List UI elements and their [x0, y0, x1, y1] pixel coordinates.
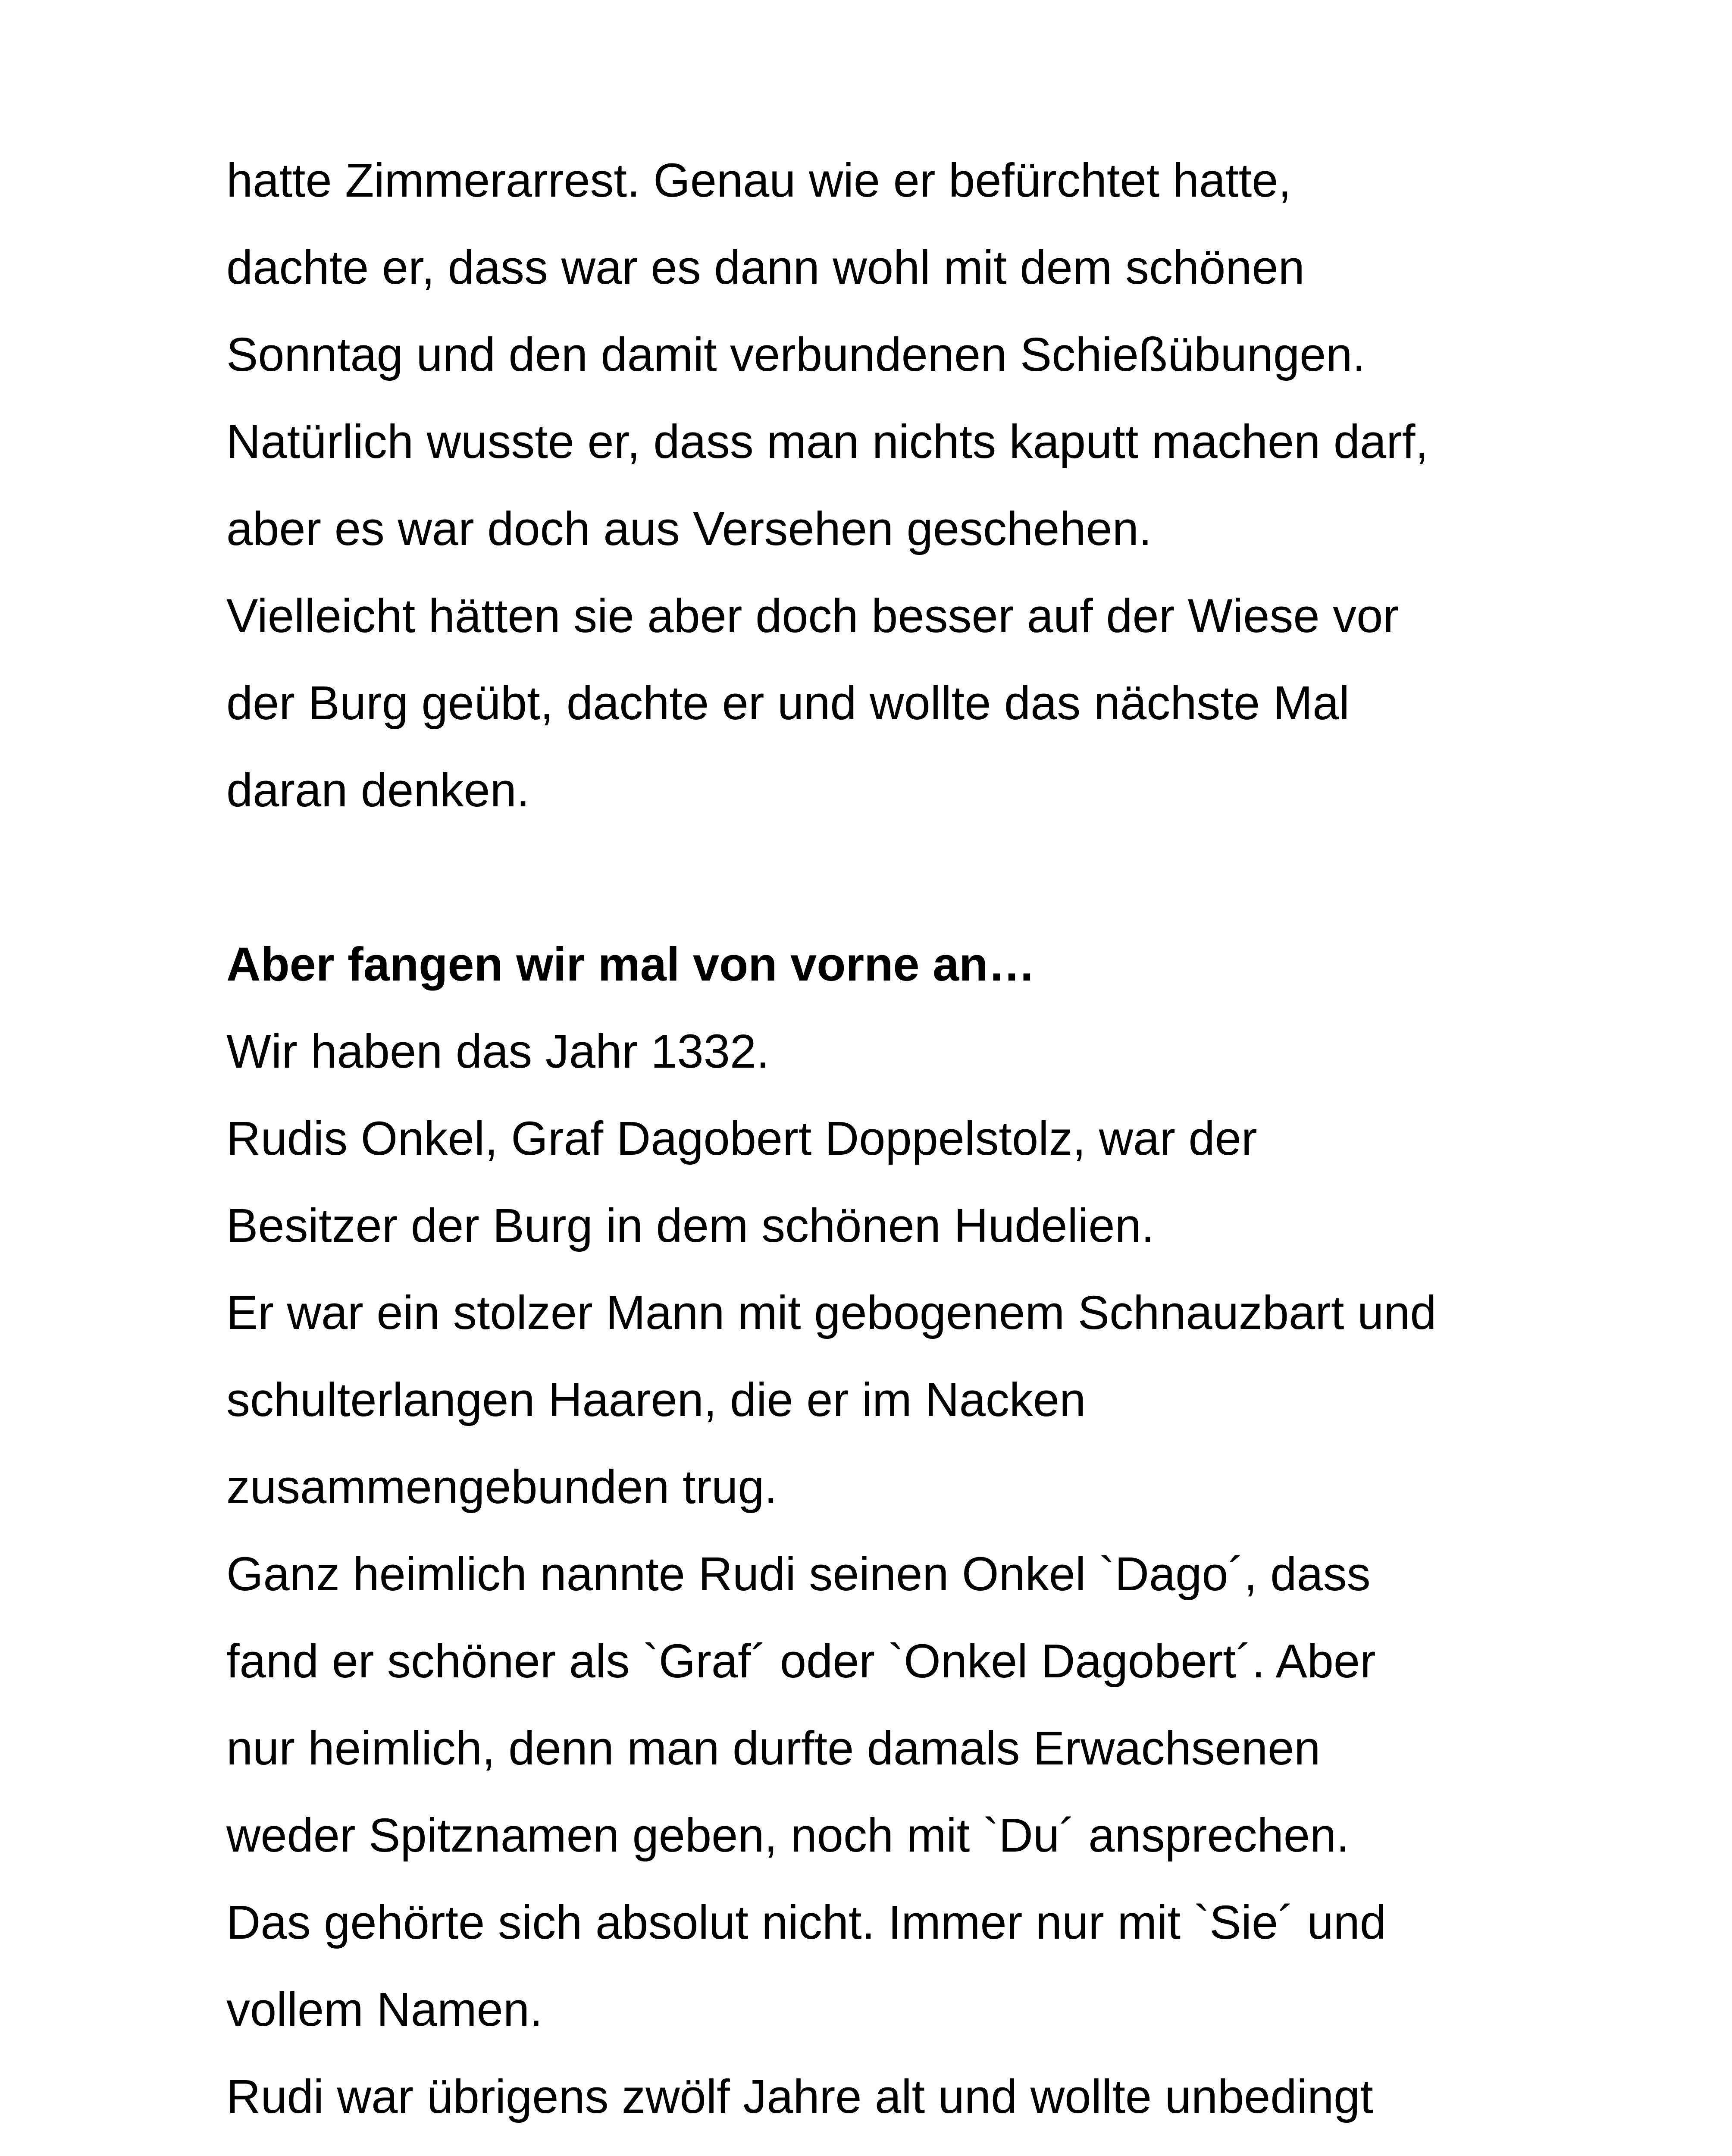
text-line: Wir haben das Jahr 1332. [226, 1025, 770, 1078]
body-text [226, 137, 1563, 2156]
text-line: hatte Zimmerarrest. Genau wie er befürchtet hatte, [226, 154, 1292, 207]
text-line: Sonntag und den damit verbundenen Schießübungen. [226, 328, 1366, 381]
text-line: weder Spitznamen geben, noch mit `Du´ ansprechen. [226, 1809, 1350, 1862]
text-line: dachte er, dass war es dann wohl mit dem schönen [226, 241, 1305, 294]
text-line: Besitzer der Burg in dem schönen Hudelien. [226, 1199, 1155, 1252]
text-line: schulterlangen Haaren, die er im Nacken [226, 1373, 1086, 1426]
blank-line [226, 834, 1563, 921]
text-line: zusammengebunden trug. [226, 1460, 778, 1514]
section-heading: Aber fangen wir mal von vorne an… [226, 938, 1036, 991]
text-line: Natürlich wusste er, dass man nichts kaputt machen darf, [226, 415, 1428, 468]
text-line: nur heimlich, denn man durfte damals Erwachsenen [226, 1722, 1321, 1775]
text-line: vollem Namen. [226, 1983, 543, 2036]
text-line: Vielleicht hätten sie aber doch besser auf der Wiese vor [226, 589, 1399, 642]
text-line: aber es war doch aus Versehen geschehen. [226, 502, 1152, 555]
text-line: Rudis Onkel, Graf Dagobert Doppelstolz, war der [226, 1112, 1257, 1165]
text-line: der Burg geübt, dachte er und wollte das nächste Mal [226, 677, 1350, 730]
text-line: Er war ein stolzer Mann mit gebogenem Schnauzbart und [226, 1286, 1437, 1339]
text-line: fand er schöner als `Graf´ oder `Onkel Dagobert´. Aber [226, 1635, 1376, 1688]
text-line: Rudi war übrigens zwölf Jahre alt und wollte unbedingt [226, 2070, 1373, 2123]
text-line: Ganz heimlich nannte Rudi seinen Onkel `Dago´, dass [226, 1548, 1371, 1601]
text-line [226, 2140, 1563, 2156]
text-line: daran denken. [226, 764, 530, 817]
text-line: Das gehörte sich absolut nicht. Immer nur mit `Sie´ und [226, 1896, 1387, 1949]
